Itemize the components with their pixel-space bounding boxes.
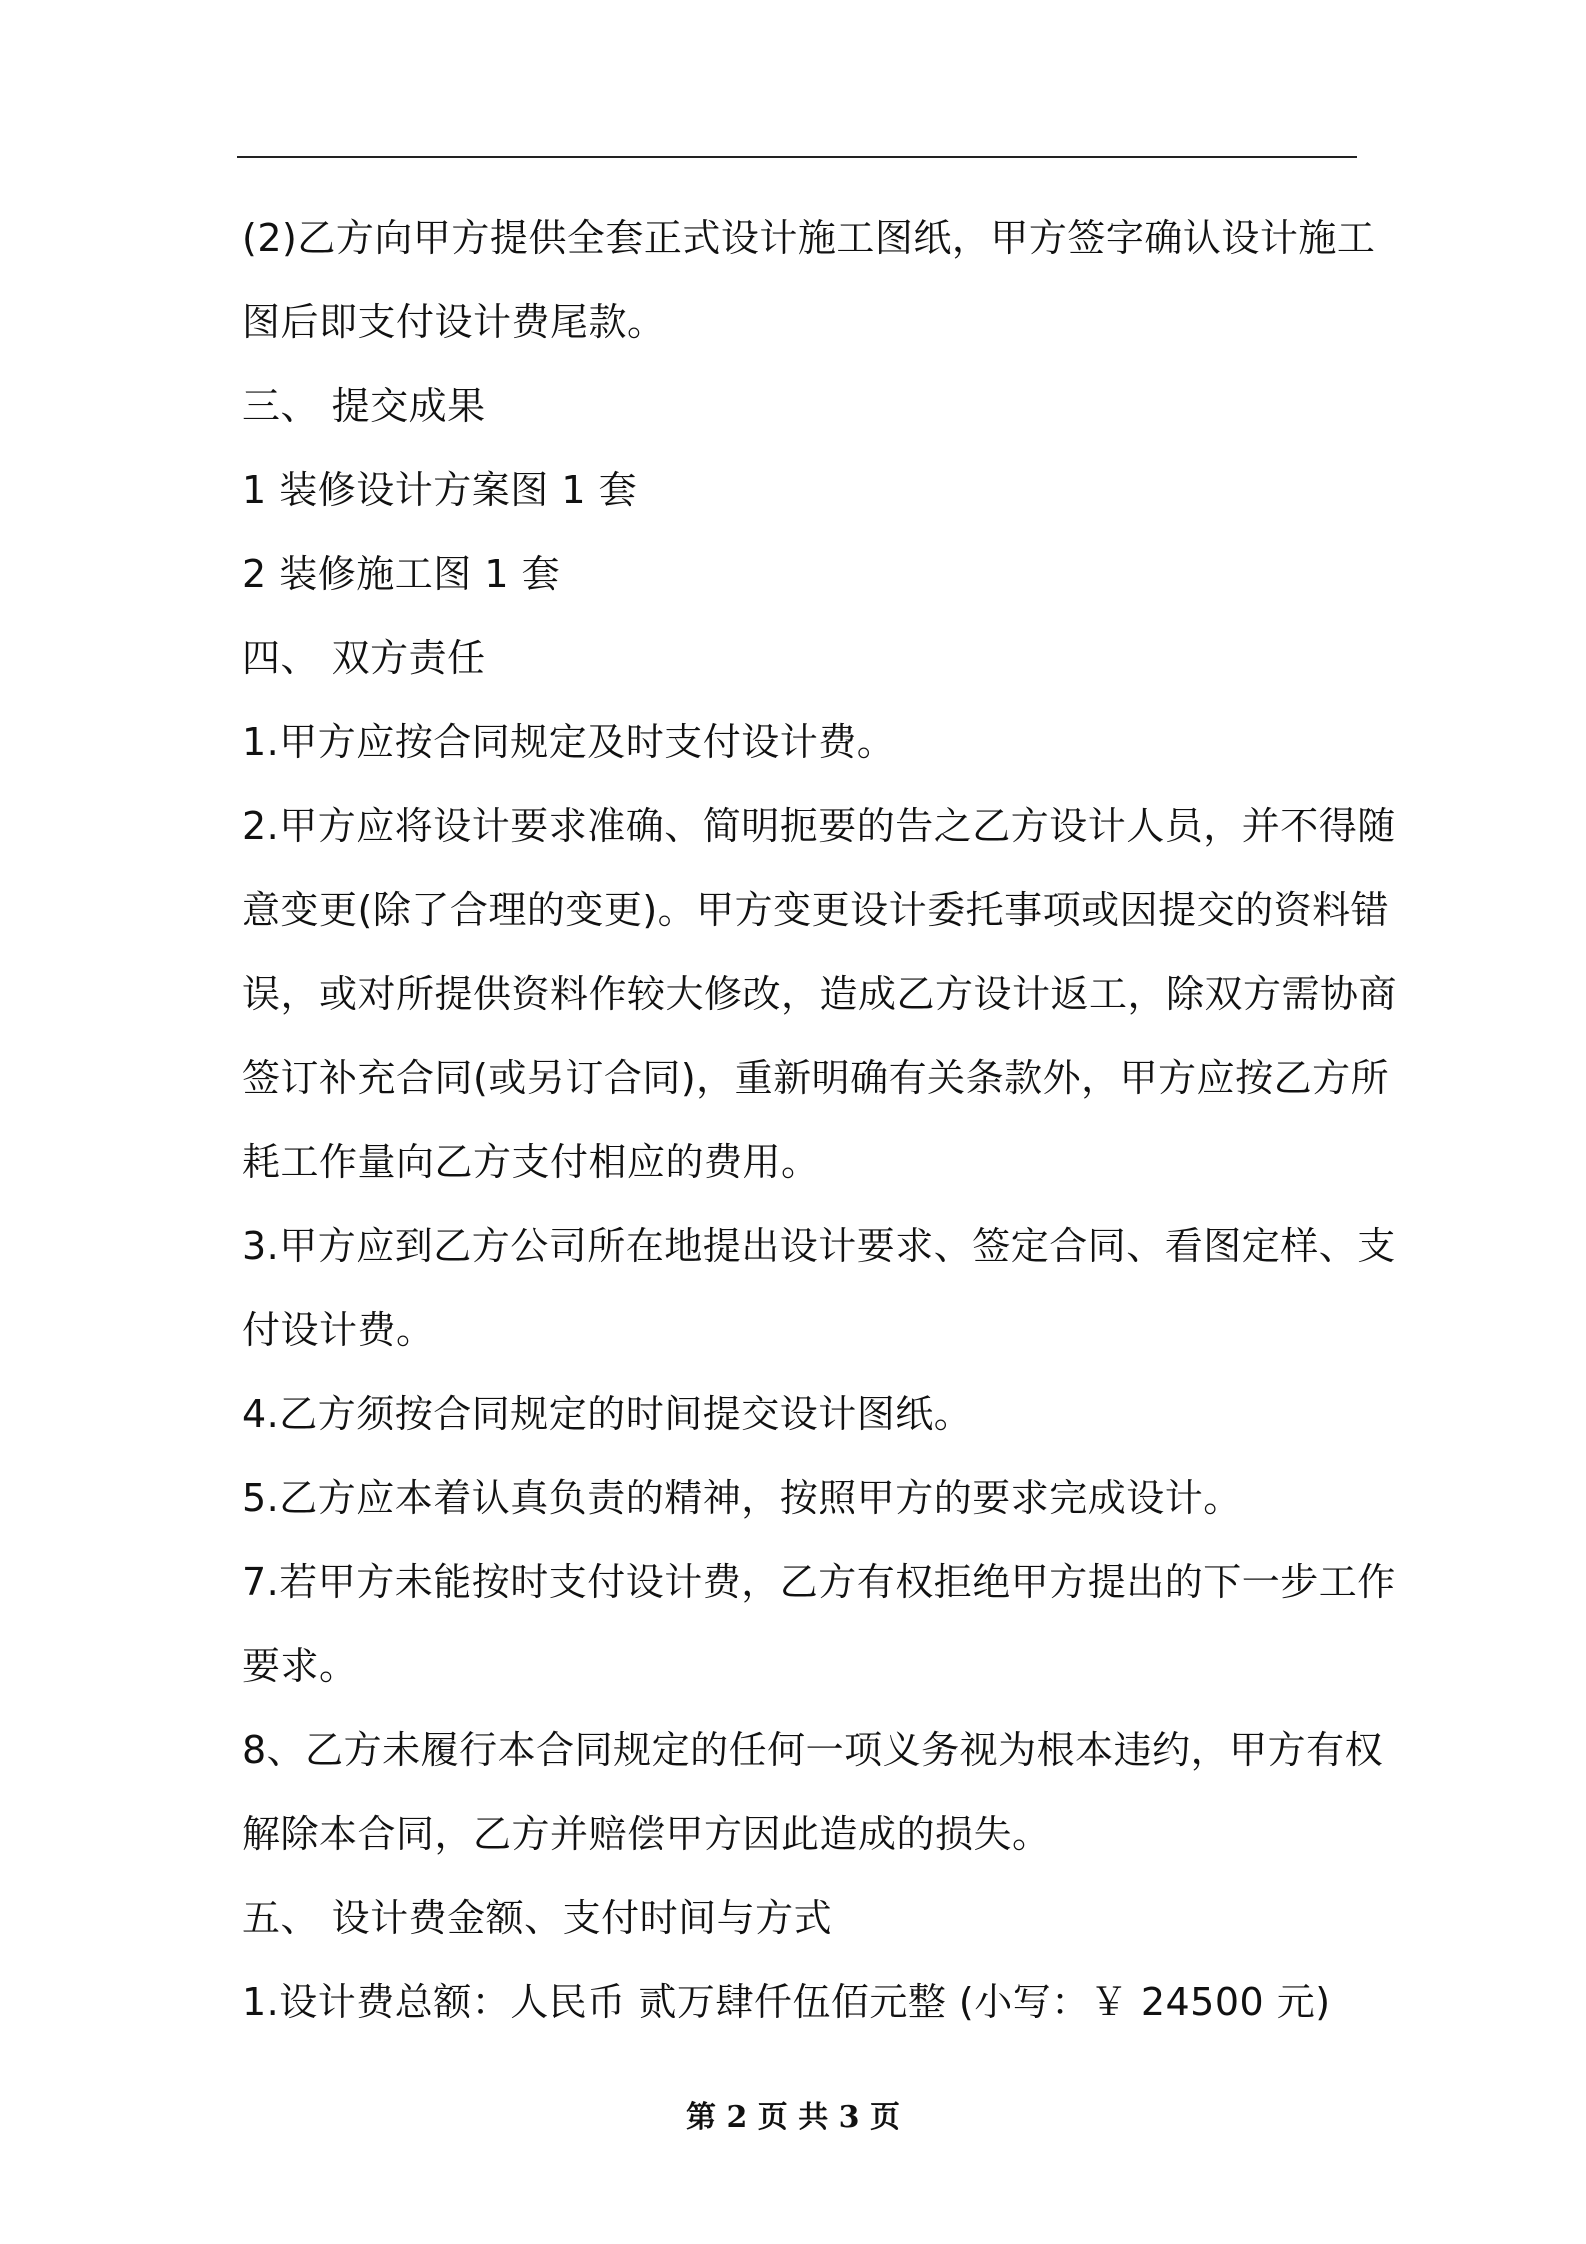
text-line: 签订补充合同(或另订合同)，重新明确有关条款外，甲方应按乙方所 — [242, 1056, 1390, 1100]
text-line: 要求。 — [242, 1644, 358, 1688]
text-line: 耗工作量向乙方支付相应的费用。 — [242, 1140, 820, 1184]
text-line: 图后即支付设计费尾款。 — [242, 300, 666, 344]
text-line: 1.设计费总额：人民币 贰万肆仟伍佰元整 (小写：￥ 24500 元) — [242, 1980, 1331, 2024]
text-line: 意变更(除了合理的变更)。甲方变更设计委托事项或因提交的资料错 — [242, 888, 1390, 932]
text-line: 3.甲方应到乙方公司所在地提出设计要求、签定合同、看图定样、支 — [242, 1224, 1396, 1268]
text-line: 付设计费。 — [242, 1308, 435, 1352]
document-body — [242, 196, 1398, 2044]
text-line: 5.乙方应本着认真负责的精神，按照甲方的要求完成设计。 — [242, 1476, 1242, 1520]
section-heading: 五、 设计费金额、支付时间与方式 — [242, 1896, 833, 1940]
text-line: 2.甲方应将设计要求准确、简明扼要的告之乙方设计人员，并不得随 — [242, 804, 1396, 848]
page-number-footer — [0, 2098, 1586, 2138]
text-line: 7.若甲方未能按时支付设计费，乙方有权拒绝甲方提出的下一步工作 — [242, 1560, 1396, 1604]
header-divider — [237, 156, 1357, 158]
page-number-label: 第 2 页 共 3 页 — [686, 2100, 900, 2135]
text-line: 4.乙方须按合同规定的时间提交设计图纸。 — [242, 1392, 973, 1436]
text-line: 1.甲方应按合同规定及时支付设计费。 — [242, 720, 896, 764]
text-line: 解除本合同，乙方并赔偿甲方因此造成的损失。 — [242, 1812, 1051, 1856]
section-heading: 四、 双方责任 — [242, 636, 486, 680]
text-line: 1 装修设计方案图 1 套 — [242, 468, 638, 512]
text-line: (2)乙方向甲方提供全套正式设计施工图纸，甲方签字确认设计施工 — [242, 216, 1376, 260]
section-heading: 三、 提交成果 — [242, 384, 486, 428]
text-line: 8、乙方未履行本合同规定的任何一项义务视为根本违约，甲方有权 — [242, 1728, 1384, 1772]
text-line: 2 装修施工图 1 套 — [242, 552, 561, 596]
text-line: 误，或对所提供资料作较大修改，造成乙方设计返工，除双方需协商 — [242, 972, 1398, 1016]
